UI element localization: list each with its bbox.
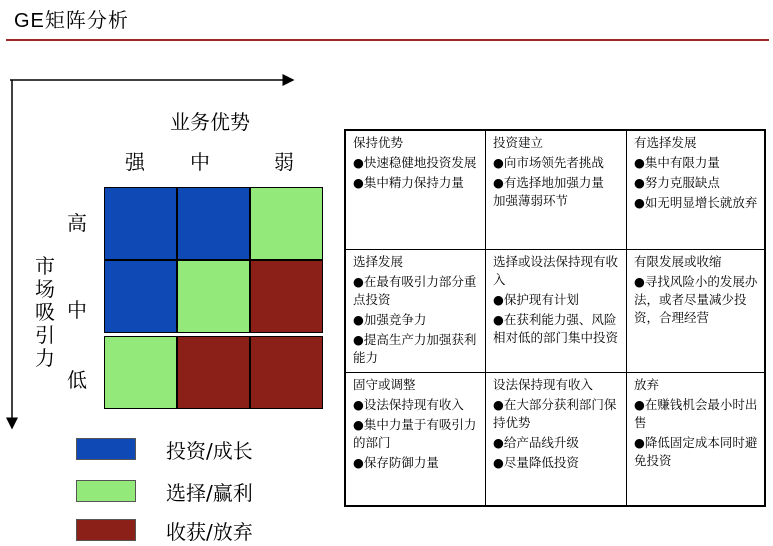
strategy-cell bbox=[627, 373, 764, 505]
strategy-point: ●寻找风险小的发展办法，或者尽量减少投资，合理经营 bbox=[634, 274, 758, 325]
matrix-cell bbox=[104, 336, 177, 409]
strategy-point: 加强薄弱环节 bbox=[493, 193, 569, 208]
strategy-point: ●努力克服缺点 bbox=[634, 175, 720, 190]
strategy-point: ●在赚钱机会最小时出售 bbox=[634, 397, 758, 430]
strategy-point: ●加强竞争力 bbox=[353, 312, 427, 327]
strategy-cell bbox=[346, 373, 486, 505]
strategy-point: ●降低固定成本同时避免投资 bbox=[634, 435, 758, 468]
legend-label-select: 选择/赢利 bbox=[166, 481, 253, 505]
column-label-strong: 强 bbox=[125, 150, 145, 174]
matrix-cell bbox=[177, 187, 250, 260]
strategy-heading: 设法保持现有收入 bbox=[493, 377, 594, 392]
strategy-heading: 有限发展或收缩 bbox=[634, 254, 722, 269]
legend-swatch-select bbox=[76, 480, 136, 502]
strategy-cell bbox=[346, 131, 486, 250]
strategy-point: ●向市场领先者挑战 bbox=[493, 155, 604, 170]
strategy-point: ●尽量降低投资 bbox=[493, 455, 579, 470]
row-label-medium: 中 bbox=[67, 298, 87, 322]
axis-y-char: 市 bbox=[35, 254, 55, 278]
strategy-cell bbox=[486, 373, 627, 505]
strategy-cell bbox=[627, 131, 764, 250]
strategy-heading: 有选择发展 bbox=[634, 135, 697, 150]
strategy-heading: 选择或设法保持现有收入 bbox=[493, 254, 619, 287]
strategy-point: ●在大部分获利部门保持优势 bbox=[493, 397, 617, 430]
strategy-point: ●快速稳健地投资发展 bbox=[353, 155, 477, 170]
column-label-weak: 弱 bbox=[274, 150, 294, 174]
row-label-high: 高 bbox=[67, 211, 87, 235]
strategy-heading: 选择发展 bbox=[353, 254, 404, 269]
column-label-medium: 中 bbox=[190, 150, 210, 174]
matrix-cell bbox=[104, 260, 177, 333]
strategy-point: ●在最有吸引力部分重点投资 bbox=[353, 274, 477, 307]
strategy-point: ●有选择地加强力量 bbox=[493, 175, 604, 190]
strategy-point: ●在获利能力强、风险相对低的部门集中投资 bbox=[493, 312, 619, 345]
matrix-cell bbox=[250, 260, 323, 333]
legend-label-invest: 投资/成长 bbox=[166, 439, 253, 463]
strategy-point: ●给产品线升级 bbox=[493, 435, 579, 450]
matrix-cell bbox=[177, 260, 250, 333]
strategy-cell bbox=[346, 250, 486, 373]
strategy-heading: 保持优势 bbox=[353, 135, 404, 150]
strategy-point: ●保护现有计划 bbox=[493, 292, 579, 307]
legend-swatch-harvest bbox=[76, 519, 136, 541]
matrix-cell bbox=[104, 187, 177, 260]
page-title: GE矩阵分析 bbox=[14, 10, 129, 32]
strategy-point: ●集中精力保持力量 bbox=[353, 175, 464, 190]
axis-label-market-attractiveness bbox=[30, 255, 60, 370]
axis-y-char: 场 bbox=[35, 277, 55, 301]
axis-y-char: 力 bbox=[35, 346, 55, 370]
row-label-low: 低 bbox=[67, 368, 87, 392]
strategy-heading: 投资建立 bbox=[493, 135, 544, 150]
strategy-point: ●设法保持现有收入 bbox=[353, 397, 464, 412]
strategy-heading: 放弃 bbox=[634, 377, 660, 392]
axis-label-business-strength: 业务优势 bbox=[170, 110, 250, 134]
matrix-cell bbox=[177, 336, 250, 409]
axis-y-char: 引 bbox=[35, 323, 55, 347]
strategy-point: ●如无明显增长就放弃 bbox=[634, 195, 758, 210]
axis-y-char: 吸 bbox=[35, 300, 55, 324]
strategy-cell bbox=[486, 250, 627, 373]
matrix-cell bbox=[250, 187, 323, 260]
strategy-point: ●集中有限力量 bbox=[634, 155, 720, 170]
strategy-point: ●集中力量于有吸引力的部门 bbox=[353, 417, 477, 450]
matrix-cell bbox=[250, 336, 323, 409]
strategy-table bbox=[344, 129, 766, 507]
strategy-cell bbox=[627, 250, 764, 373]
strategy-heading: 固守或调整 bbox=[353, 377, 416, 392]
legend-label-harvest: 收获/放弃 bbox=[166, 520, 253, 544]
strategy-point: ●保存防御力量 bbox=[353, 455, 439, 470]
strategy-point: ●提高生产力加强获利能力 bbox=[353, 332, 477, 365]
legend-swatch-invest bbox=[76, 438, 136, 460]
strategy-cell bbox=[486, 131, 627, 250]
